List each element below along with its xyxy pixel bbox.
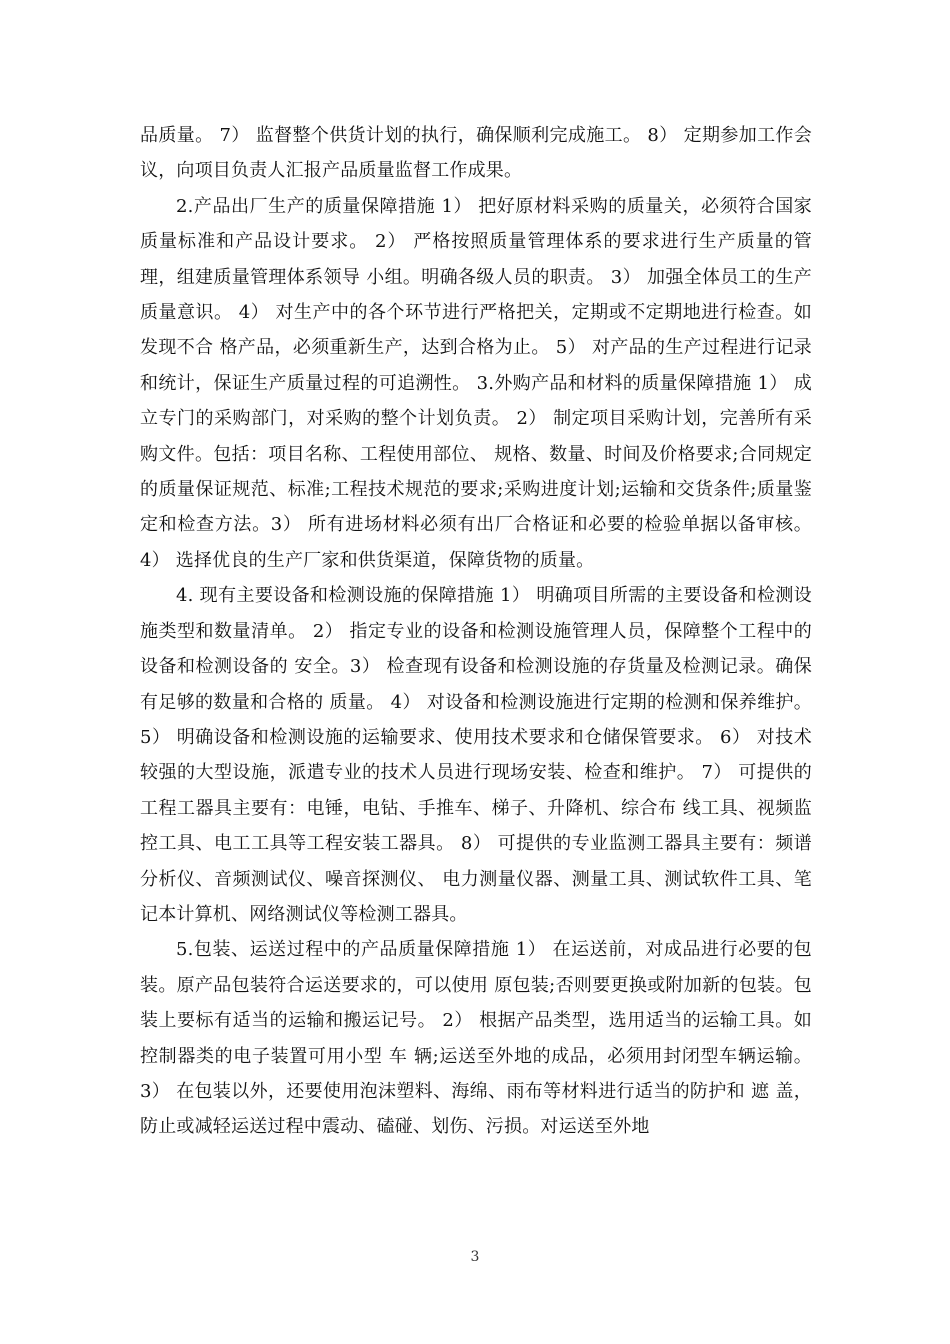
- paragraph-3: 4. 现有主要设备和检测设施的保障措施 1） 明确项目所需的主要设备和检测设施类型和数量清单。 2） 指定专业的设备和检测设施管理人员，保障整个工程中的设备和检测设备的 安全。3） 检查现有设备和检测设施的存货量及检测记录。确保有足够的数量和合格的 质量。 4） 对设备和检测设施进行定期的检测和保养维护。 5） 明确设备和检测设施的运输要求、使用技术要求和仓储保管要求。 6） 对技术较强的大型设施，派遣专业的技术人员进行现场安装、检查和维护。 7） 可提供的工程工器具主要有：电锤，电钻、手推车、梯子、升降机、综合布 线工具、视频监控工具、电工工具等工程安装工器具。 8） 可提供的专业监测工器具主要有：频谱分析仪、音频测试仪、噪音探测仪、 电力测量仪器、测量工具、测试软件工具、笔记本计算机、网络测试仪等检测工器具。: [140, 585, 812, 925]
- paragraph-4: 5.包装、运送过程中的产品质量保障措施 1） 在运送前，对成品进行必要的包装。原产品包装符合运送要求的，可以使用 原包装;否则要更换或附加新的包装。包装上要标有适当的运输和搬运记号。 2） 根据产品类型，选用适当的运输工具。如控制器类的电子装置可用小型 车 辆;运送至外地的成品，必须用封闭型车辆运输。 3） 在包装以外，还要使用泡沫塑料、海绵、雨布等材料进行适当的防护和 遮 盖，防止或减轻运送过程中震动、磕碰、划伤、污损。对运送至外地: [140, 939, 812, 1138]
- paragraph-2: 2.产品出厂生产的质量保障措施 1） 把好原材料采购的质量关，必须符合国家质量标准和产品设计要求。 2） 严格按照质量管理体系的要求进行生产质量的管理，组建质量管理体系领导 小组。明确各级人员的职责。 3） 加强全体员工的生产质量意识。 4） 对生产中的各个环节进行严格把关，定期或不定期地进行检查。如发现不合 格产品，必须重新生产，达到合格为止。 5） 对产品的生产过程进行记录和统计，保证生产质量过程的可追溯性。 3.外购产品和材料的质量保障措施 1） 成立专门的采购部门，对采购的整个计划负责。 2） 制定项目采购计划，完善所有采购文件。包括：项目名称、工程使用部位、 规格、数量、时间及价格要求;合同规定的质量保证规范、标准;工程技术规范的要求;采购进度计划;运输和交货条件;质量鉴定和检查方法。3） 所有进场材料必须有出厂合格证和必要的检验单据以备审核。 4） 选择优良的生产厂家和供货渠道，保障货物的质量。: [140, 195, 812, 571]
- document-body: [140, 118, 812, 1145]
- paragraph-1: 品质量。 7） 监督整个供货计划的执行，确保顺利完成施工。 8） 定期参加工作会议，向项目负责人汇报产品质量监督工作成果。: [140, 125, 812, 182]
- page-number: 3: [470, 1249, 480, 1265]
